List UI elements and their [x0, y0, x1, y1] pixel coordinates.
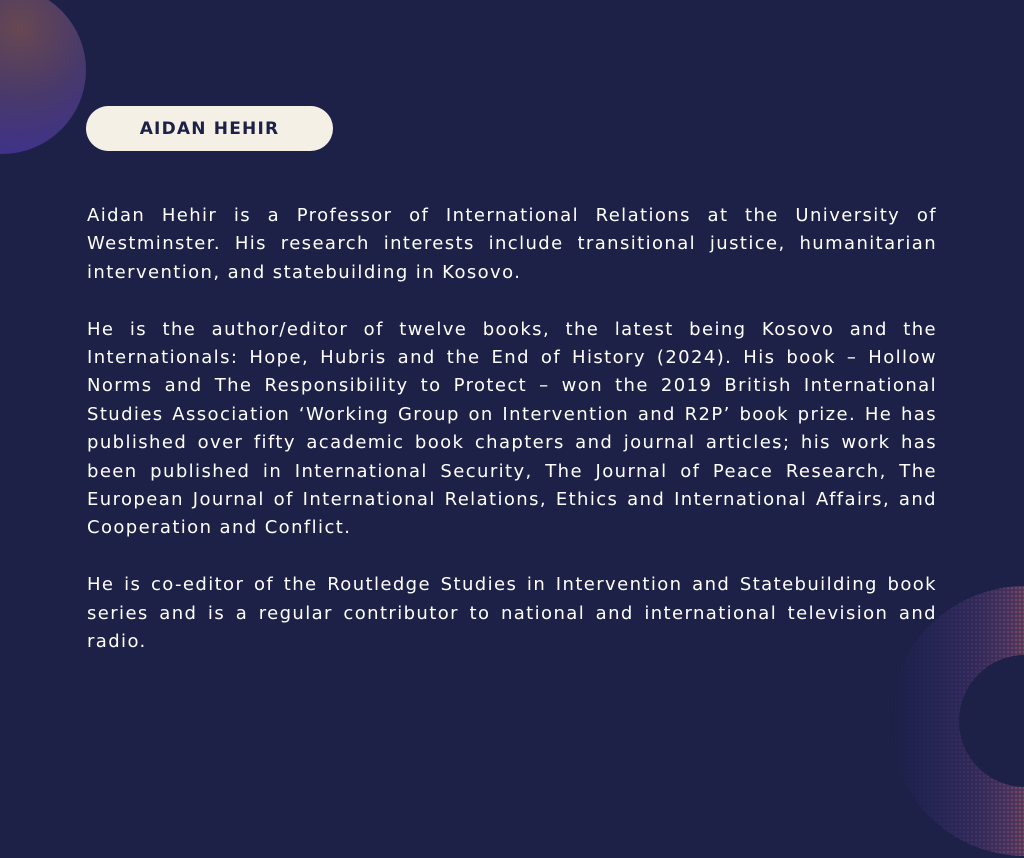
biography: [87, 202, 937, 656]
bio-paragraph: He is co-editor of the Routledge Studies in Intervention and Statebuilding book series and is a regular contributor to national and international television and radio.: [87, 574, 937, 653]
bio-paragraph: He is the author/editor of twelve books, the latest being Kosovo and the Internationals: Hope, Hubris and the End of History (2024). His book – Hollow Norms and The Responsibility to Protect – won the 2019 British International Studies Association ‘Working Group on Intervention and R2P’ book prize. He has published over fifty academic book chapters and journal articles; his work has been published in International Security, The Journal of Peace Research, The European Journal of International Relations, Ethics and International Affairs, and Cooperation and Conflict.: [87, 318, 937, 539]
speaker-name: AIDAN HEHIR: [139, 118, 280, 139]
bio-paragraph: Aidan Hehir is a Professor of International Relations at the University of Westminster. His research interests include transitional justice, humanitarian intervention, and statebuilding in Kosovo.: [87, 205, 937, 283]
decorative-circle-top-left: [0, 0, 86, 154]
name-badge: [86, 106, 333, 151]
